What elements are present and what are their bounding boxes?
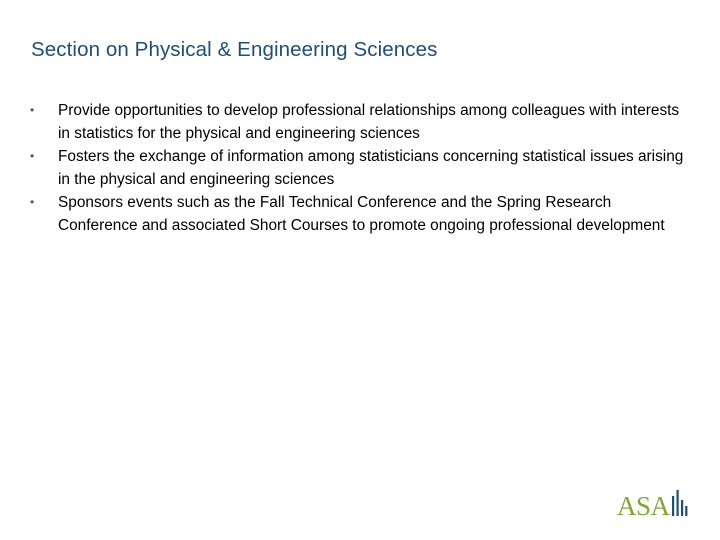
bullet-marker: • (30, 103, 35, 117)
asa-logo-bars-icon (672, 488, 688, 516)
bullet-marker: • (30, 149, 35, 163)
bullet-text: Sponsors events such as the Fall Technical Conference and the Spring Research Conference and associated Short Courses to promote ongoing professional development (58, 194, 665, 234)
logo-bar (672, 496, 674, 516)
logo-bar (685, 506, 687, 516)
logo-bar (681, 500, 683, 516)
bullet-item (30, 191, 690, 237)
bullet-marker: • (30, 195, 35, 209)
bullet-text: Fosters the exchange of information among statisticians concerning statistical issues arising in the physical and engineering sciences (58, 148, 684, 188)
bullet-item (30, 99, 690, 145)
asa-logo (617, 488, 689, 520)
asa-logo-text: ASA (617, 491, 670, 521)
logo-bar (677, 490, 679, 516)
slide-title: Section on Physical & Engineering Sciences (31, 38, 438, 61)
bullet-list (30, 99, 690, 237)
bullet-text: Provide opportunities to develop professional relationships among colleagues with interests in statistics for the physical and engineering sciences (58, 102, 680, 142)
bullet-item (30, 145, 690, 191)
